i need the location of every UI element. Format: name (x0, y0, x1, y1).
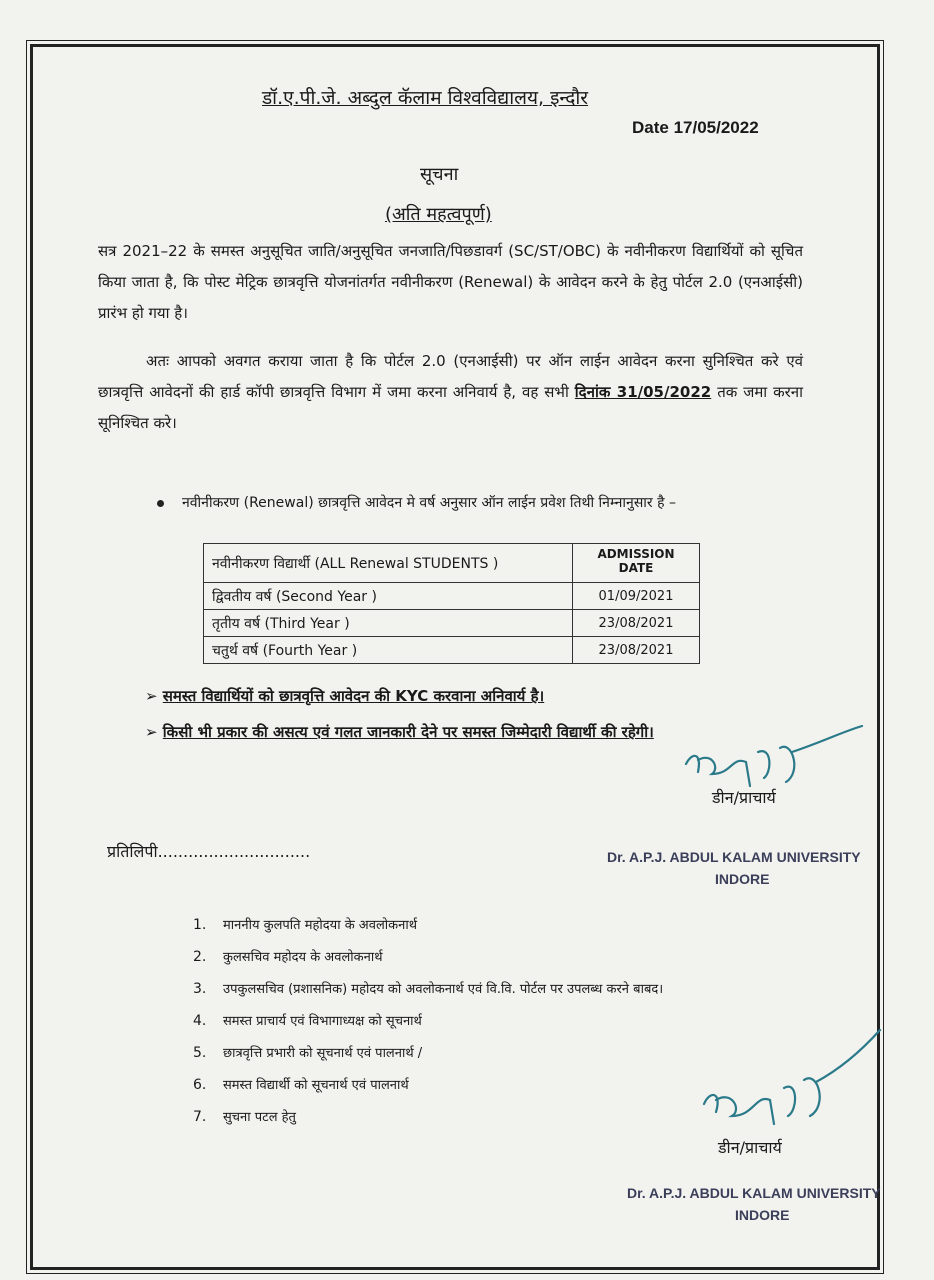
table-header-row (204, 544, 700, 583)
paragraph-2-start: अतः आपको अवगत कराया जाता है कि पोर्टल 2.0 (एनआईसी) पर ऑन लाईन आवेदन करना सुनिश्चित करे एवं छात्रवृत्ति आवेदनों की हार्ड कॉपी छात्रवृत्ति विभाग में जमा करना अनिवार्य है, वह सभी (98, 352, 803, 401)
bullet-text: नवीनीकरण (Renewal) छात्रवृत्ति आवेदन मे वर्ष अनुसार ऑन लाईन प्रवेश तिथी निम्नानुसार है – (182, 495, 676, 511)
list-item-text: उपकुलसचिव (प्रशासनिक) महोदय को अवलोकनार्थ एवं वि.वि. पोर्टल पर उपलब्ध करने बाबद। (223, 982, 664, 997)
signatory-designation-1: डीन/प्राचार्य (712, 788, 776, 807)
paragraph-2-end: तक जमा करना सूनिश्चित करे। (98, 383, 803, 432)
stamp-1-line-1: Dr. A.P.J. ABDUL KALAM UNIVERSITY (607, 849, 861, 865)
list-item-number: 2. (193, 949, 207, 965)
arrow-right-icon: ➢ (145, 687, 163, 705)
list-item-number: 6. (193, 1077, 207, 1093)
list-item-text: समस्त विद्यार्थी को सूचनार्थ एवं पालनार्थ (223, 1078, 409, 1093)
list-item-text: छात्रवृत्ति प्रभारी को सूचनार्थ एवं पालनार्थ / (223, 1046, 423, 1061)
table-cell-year: चतुर्थ वर्ष (Fourth Year ) (204, 637, 573, 664)
deadline-date: दिनांक 31/05/2022 (574, 383, 712, 401)
table-row (204, 610, 700, 637)
bullet-renewal (157, 493, 676, 512)
table-header-date: ADMISSION DATE (573, 544, 700, 583)
point-responsibility (145, 722, 654, 742)
stamp-2-line-1: Dr. A.P.J. ABDUL KALAM UNIVERSITY (627, 1185, 881, 1201)
list-item (193, 974, 663, 1004)
copy-to-label: प्रतिलिपी.............................. (107, 842, 311, 861)
university-title: डॉ.ए.पी.जे. अब्दुल कॅलाम विश्वविद्यालय, इन्दौर (262, 87, 589, 109)
list-item (193, 1102, 663, 1132)
table-row (204, 637, 700, 664)
list-item-text: समस्त प्राचार्य एवं विभागाध्यक्ष को सूचनार्थ (223, 1014, 422, 1029)
notice-date: Date 17/05/2022 (632, 118, 759, 137)
notice-subheading: (अति महत्वपूर्ण) (385, 204, 492, 225)
bullet-dot-icon (157, 500, 164, 507)
stamp-2-line-2: INDORE (735, 1207, 790, 1223)
point-kyc-text: समस्त विद्यार्थियों को छात्रवृत्ति आवेदन की KYC करवाना अनिवार्य है। (162, 687, 545, 705)
paragraph-2 (98, 346, 803, 439)
table-row (204, 583, 700, 610)
list-item (193, 910, 663, 940)
list-item-number: 5. (193, 1045, 207, 1061)
list-item-number: 3. (193, 981, 207, 997)
arrow-right-icon: ➢ (145, 723, 163, 741)
table-cell-year: द्विवतीय वर्ष (Second Year ) (204, 583, 573, 610)
list-item-text: सुचना पटल हेतु (223, 1110, 296, 1125)
notice-heading: सूचना (420, 164, 459, 185)
table-header-students: नवीनीकरण विद्यार्थी (ALL Renewal STUDENTS ) (204, 544, 573, 583)
point-kyc (145, 686, 544, 706)
list-item-number: 7. (193, 1109, 207, 1125)
list-item (193, 1070, 663, 1100)
table-cell-date: 01/09/2021 (573, 583, 700, 610)
list-item (193, 942, 663, 972)
list-item-number: 1. (193, 917, 207, 933)
list-item-text: माननीय कुलपति महोदया के अवलोकनार्थ (223, 918, 418, 933)
table-cell-date: 23/08/2021 (573, 637, 700, 664)
list-item-text: कुलसचिव महोदय के अवलोकनार्थ (223, 950, 383, 965)
admission-date-table (203, 543, 700, 664)
university-stamp-2 (627, 1182, 881, 1226)
signature-2-icon (692, 1020, 892, 1130)
list-item (193, 1006, 663, 1036)
table-cell-year: तृतीय वर्ष (Third Year ) (204, 610, 573, 637)
copy-to-list (193, 910, 663, 1134)
list-item (193, 1038, 663, 1068)
stamp-1-line-2: INDORE (715, 871, 770, 887)
paragraph-1: सत्र 2021–22 के समस्त अनुसूचित जाति/अनुसूचित जनजाति/पिछडावर्ग (SC/ST/OBC) के नवीनीकरण विद्यार्थियों को सूचित किया जाता है, कि पोस्ट मेट्रिक छात्रवृत्ति योजनांतर्गत नवीनीकरण (Renewal) के आवेदन करने के हेतु पोर्टल 2.0 (एनआईसी) प्रारंभ हो गया है। (98, 242, 803, 322)
point-responsibility-text: किसी भी प्रकार की असत्य एवं गलत जानकारी देने पर समस्त जिम्मेदारी विद्यार्थी की रहेगी। (162, 723, 654, 741)
university-stamp-1 (607, 846, 861, 890)
table-cell-date: 23/08/2021 (573, 610, 700, 637)
signatory-designation-2: डीन/प्राचार्य (718, 1138, 782, 1157)
list-item-number: 4. (193, 1013, 207, 1029)
